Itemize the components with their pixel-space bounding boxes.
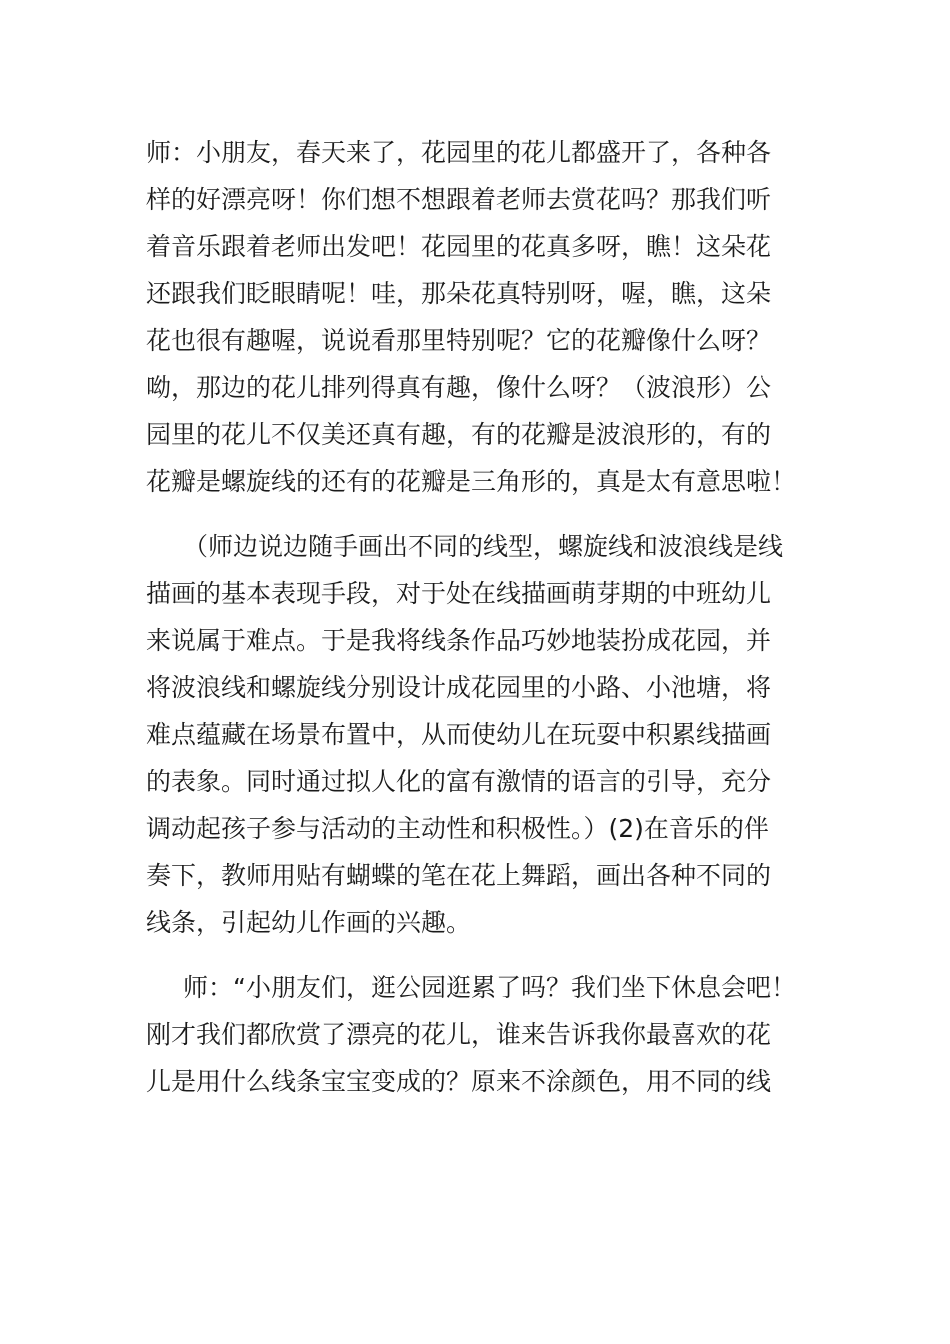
text-line: 儿是用什么线条宝宝变成的？原来不涂颜色，用不同的线 (146, 1067, 772, 1096)
text-line: 调动起孩子参与活动的主动性和积极性。）(2)在音乐的伴 (146, 814, 769, 843)
text-line: 样的好漂亮呀！你们想不想跟着老师去赏花吗？那我们听 (146, 185, 772, 214)
text-line: 花也很有趣喔，说说看那里特别呢？它的花瓣像什么呀？ (146, 326, 772, 355)
text-line: 的表象。同时通过拟人化的富有激情的语言的引导，充分 (146, 767, 772, 796)
text-line: 来说属于难点。于是我将线条作品巧妙地装扮成花园，并 (146, 626, 772, 655)
text-line: 奏下，教师用贴有蝴蝶的笔在花上舞蹈，画出各种不同的 (146, 861, 772, 890)
text-line: 呦，那边的花儿排列得真有趣，像什么呀？（波浪形）公 (146, 373, 772, 402)
text-line: 着音乐跟着老师出发吧！花园里的花真多呀，瞧！这朵花 (146, 232, 772, 261)
text-line: 园里的花儿不仅美还真有趣，有的花瓣是波浪形的，有的 (146, 420, 772, 449)
text-line: 刚才我们都欣赏了漂亮的花儿，谁来告诉我你最喜欢的花 (146, 1020, 772, 1049)
text-line: 师：小朋友，春天来了，花园里的花儿都盛开了，各种各 (146, 138, 772, 167)
text-line: 还跟我们眨眼睛呢！哇，那朵花真特别呀，喔，瞧，这朵 (146, 279, 772, 308)
text-line: 描画的基本表现手段，对于处在线描画萌芽期的中班幼儿 (146, 579, 772, 608)
text-line: 将波浪线和螺旋线分别设计成花园里的小路、小池塘，将 (146, 673, 772, 702)
text-line: 难点蕴藏在场景布置中，从而使幼儿在玩耍中积累线描画 (146, 720, 772, 749)
text-line: 师：“小朋友们，逛公园逛累了吗？我们坐下休息会吧！ (183, 973, 796, 1002)
text-line: 线条，引起幼儿作画的兴趣。 (146, 908, 472, 937)
text-line: 花瓣是螺旋线的还有的花瓣是三角形的，真是太有意思啦！ (146, 467, 797, 496)
text-line: （师边说边随手画出不同的线型，螺旋线和波浪线是线 (183, 532, 784, 561)
